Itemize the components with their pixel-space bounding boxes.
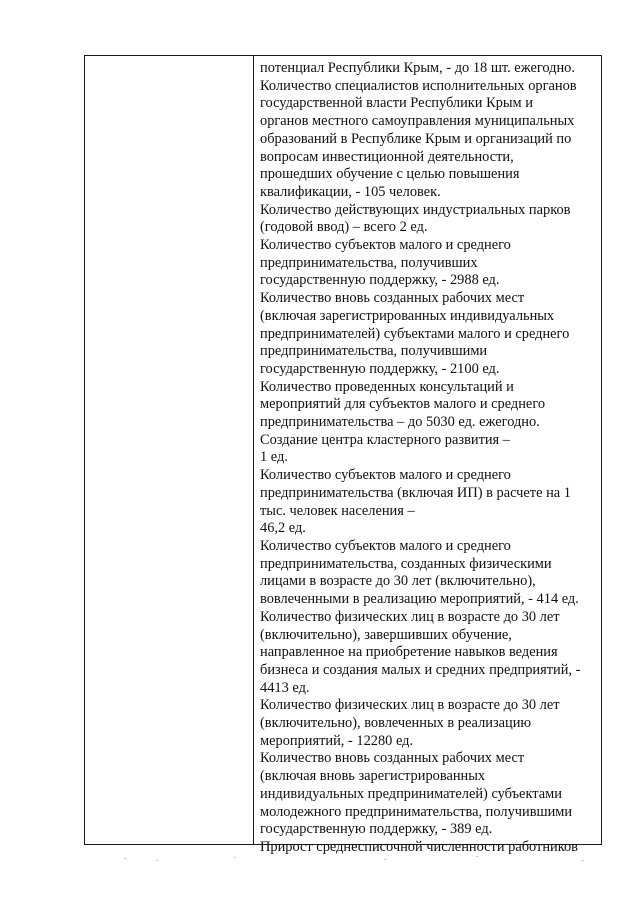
text-line: Создание центра кластерного развития –	[260, 431, 510, 448]
text-line: предпринимателей) субъектами малого и среднего	[260, 325, 570, 342]
text-line: государственную поддержку, - 389 ед.	[260, 821, 493, 838]
text-line: предпринимательства, получивших	[260, 254, 478, 271]
text-line: бизнеса и создания малых и средних предприятий, -	[260, 661, 581, 678]
text-line: Количество вновь созданных рабочих мест	[260, 290, 525, 307]
scan-speck	[156, 860, 158, 861]
text-line: 1 ед.	[260, 449, 288, 466]
text-line: Прирост среднесписочной численности работников	[260, 838, 578, 855]
scan-speck	[124, 858, 126, 859]
text-line: потенциал Республики Крым, - до 18 шт. ежегодно.	[260, 60, 575, 76]
text-line: 46,2 ед.	[260, 520, 306, 537]
text-line: Количество субъектов малого и среднего	[260, 237, 511, 254]
text-line: (включительно), завершивших обучение,	[260, 626, 512, 643]
text-line: Количество субъектов малого и среднего	[260, 537, 511, 554]
text-line: предпринимательства – до 5030 ед. ежегодно.	[260, 414, 540, 431]
text-line: вовлеченными в реализацию мероприятий, - 414 ед.	[260, 591, 579, 608]
text-line: органов местного самоуправления муниципальных	[260, 113, 575, 130]
text-line: Количество специалистов исполнительных органов	[260, 77, 577, 94]
text-line: предпринимательства, созданных физическими	[260, 555, 552, 572]
text-line: предпринимательства, получившими	[260, 343, 488, 360]
text-line: квалификации, - 105 человек.	[260, 183, 441, 200]
scan-artifacts	[84, 854, 602, 864]
scan-speck	[582, 860, 584, 861]
text-line: (включая вновь зарегистрированных	[260, 768, 486, 785]
text-line: (включительно), вовлеченных в реализацию	[260, 715, 532, 732]
text-line: Количество субъектов малого и среднего	[260, 467, 511, 484]
text-line: вопросам инвестиционной деятельности,	[260, 148, 514, 165]
text-line: (годовой ввод) – всего 2 ед.	[260, 219, 428, 236]
text-line: образований в Республике Крым и организаций по	[260, 130, 572, 147]
text-line: государственной власти Республики Крым и	[260, 95, 533, 112]
text-line: 4413 ед.	[260, 679, 310, 696]
text-line: Количество проведенных консультаций и	[260, 378, 514, 395]
text-line: Количество физических лиц в возрасте до 30 лет	[260, 697, 560, 714]
text-line: лицами в возрасте до 30 лет (включительно),	[260, 573, 536, 590]
text-line: мероприятий для субъектов малого и среднего	[260, 396, 546, 413]
text-line: мероприятий, - 12280 ед.	[260, 732, 414, 749]
table-left-cell	[85, 56, 254, 844]
text-line: Количество физических лиц в возрасте до 30 лет	[260, 608, 560, 625]
text-line: государственную поддержку, - 2100 ед.	[260, 360, 500, 377]
scan-speck	[234, 857, 236, 858]
text-line: тыс. человек населения –	[260, 502, 415, 519]
text-line: молодежного предпринимательства, получившими	[260, 803, 573, 820]
indicators-table	[84, 55, 602, 855]
text-line: государственную поддержку, - 2988 ед.	[260, 272, 500, 289]
text-line: прошедших обучение с целью повышения	[260, 166, 520, 183]
text-line: индивидуальных предпринимателей) субъектами	[260, 785, 562, 802]
scan-speck	[476, 856, 478, 857]
text-line: предпринимательства (включая ИП) в расчете на 1	[260, 484, 571, 501]
table-right-cell	[254, 56, 601, 855]
text-line: направленное на приобретение навыков ведения	[260, 644, 558, 661]
text-line: Количество вновь созданных рабочих мест	[260, 750, 525, 767]
scan-speck	[384, 859, 386, 860]
text-line: Количество действующих индустриальных парков	[260, 201, 571, 218]
text-line: (включая зарегистрированных индивидуальных	[260, 307, 555, 324]
